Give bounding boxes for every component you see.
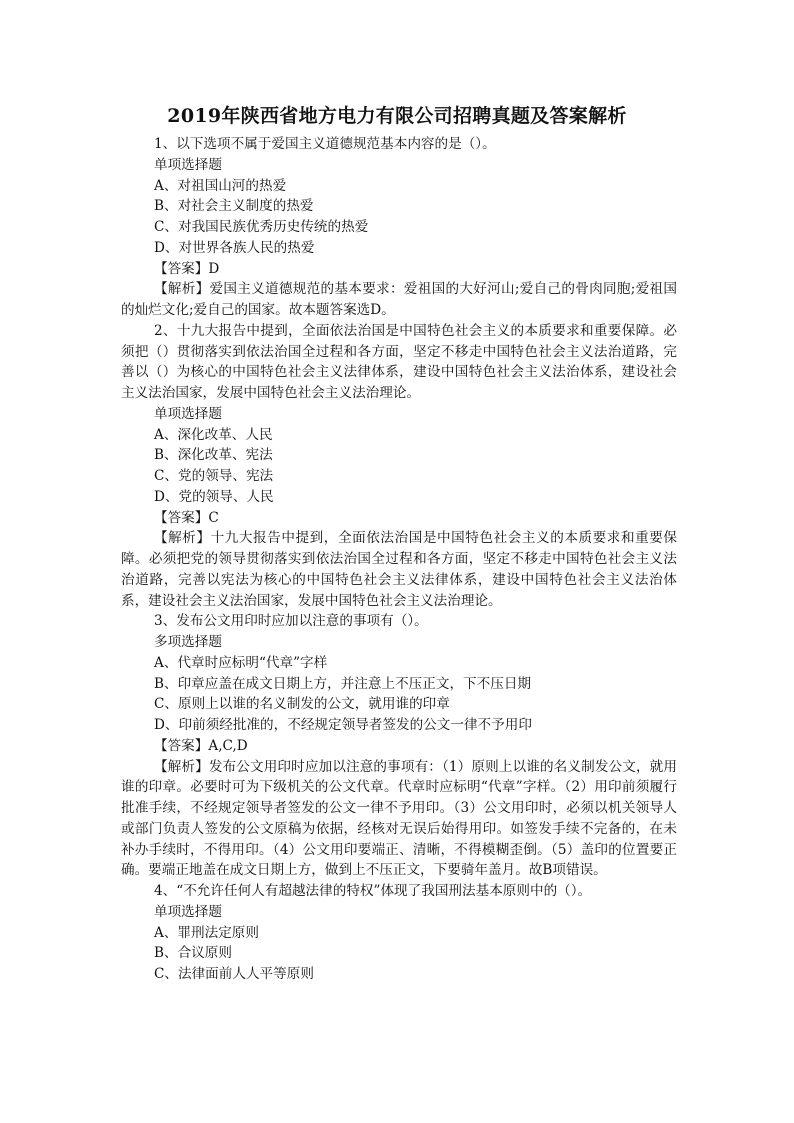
option-b: B、对社会主义制度的热爱: [154, 198, 314, 215]
option-d: D、对世界各族人民的热爱: [154, 239, 315, 256]
question-3: [121, 611, 677, 881]
analysis: 【解析】发布公文用印时应加以注意的事项有：（1）原则上以谁的名义制发公文，就用谁的印章。必要时可为下级机关的公文代章。代章时应标明“代章”字样。（2）用印前须履行批准手续，不经规定领导者签发的公文一律不予用印。（3）公文用印时，必须以机关领导人或部门负责人签发的公文原稿为依据，经核对无误后始得用印。如签发手续不完备的，在未补办手续时，不得用印。（4）公文用印要端正、清晰，不得模糊歪倒。（5）盖印的位置要正确。要端正地盖在成文日期上方，做到上不压正文，下要骑年盖月。故B项错误。: [121, 758, 677, 879]
question-1: [121, 134, 677, 321]
option-a: A、代章时应标明“代章”字样: [154, 654, 328, 671]
question-type: 单项选择题: [154, 405, 222, 422]
option-a: A、深化改革、人民: [154, 426, 273, 443]
option-a: A、对祖国山河的热爱: [154, 177, 287, 194]
option-c: C、党的领导、宪法: [154, 468, 274, 484]
answer: 【答案】A,C,D: [154, 737, 248, 754]
question-stem: 1、以下选项不属于爱国主义道德规范基本内容的是（）。: [154, 136, 496, 152]
option-d: D、印前须经批准的，不经规定领导者签发的公文一律不予用印: [154, 717, 532, 733]
answer: 【答案】C: [154, 509, 219, 526]
option-c: C、对我国民族优秀历史传统的热爱: [154, 219, 369, 235]
question-stem: 3、发布公文用印时应加以注意的事项有（）。: [154, 613, 428, 630]
question-stem: 2、十九大报告中提到，全面依法治国是中国特色社会主义的本质要求和重要保障。必须把（）贯彻落实到依法治国全过程和各方面，坚定不移走中国特色社会主义法治道路，完善以（）为核心的中国特色社会主义法律体系，建设中国特色社会主义法治体系，建设社会主义法治国家，发展中国特色社会主义法治理论。: [121, 322, 677, 401]
analysis: 【解析】十九大报告中提到，全面依法治国是中国特色社会主义的本质要求和重要保障。必须把党的领导贯彻落实到依法治国全过程和各方面，坚定不移走中国特色社会主义法治道路，完善以宪法为核心的中国特色社会主义法律体系，建设中国特色社会主义法治体系，建设社会主义法治国家，发展中国特色社会主义法治理论。: [121, 530, 677, 609]
answer: 【答案】D: [154, 260, 220, 277]
question-2: [121, 321, 677, 612]
option-b: B、印章应盖在成文日期上方，并注意上不压正文，下不压日期: [154, 675, 532, 692]
question-4: [121, 881, 677, 985]
option-c: C、法律面前人人平等原则: [154, 966, 314, 982]
option-d: D、党的领导、人民: [154, 488, 274, 505]
analysis: 【解析】爱国主义道德规范的基本要求：爱祖国的大好河山;爱自己的骨肉同胞;爱祖国的灿烂文化;爱自己的国家。故本题答案选D。: [121, 281, 677, 318]
option-b: B、合议原则: [154, 945, 232, 962]
option-a: A、罪刑法定原则: [154, 924, 259, 941]
document-title: 2019年陕西省地方电力有限公司招聘真题及答案解析: [167, 105, 627, 127]
question-type: 多项选择题: [154, 634, 222, 650]
option-c: C、原则上以谁的名义制发的公文，就用谁的印章: [154, 696, 450, 713]
question-stem: 4、“不允许任何人有超越法律的特权”体现了我国刑法基本原则中的（）。: [154, 883, 592, 899]
question-type: 单项选择题: [154, 156, 222, 173]
question-type: 单项选择题: [154, 903, 222, 920]
option-b: B、深化改革、宪法: [154, 447, 273, 464]
document-body: [121, 134, 677, 985]
